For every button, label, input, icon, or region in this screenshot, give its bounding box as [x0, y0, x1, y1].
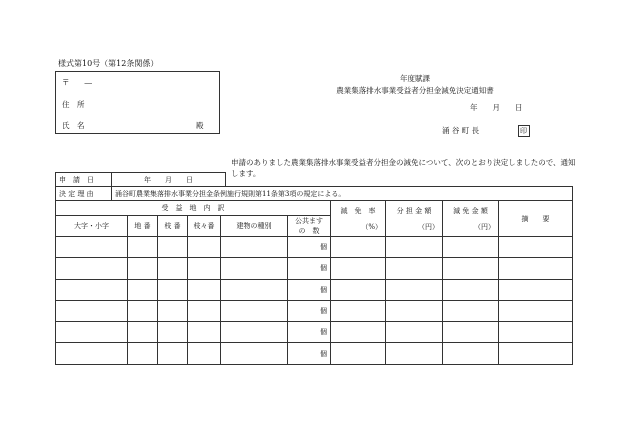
header-edaedaban: 枝々番 — [188, 216, 221, 237]
table-cell — [158, 237, 188, 258]
header-building: 建物の種別 — [221, 216, 288, 237]
header-chiban: 地 番 — [128, 216, 158, 237]
table-cell — [128, 300, 158, 321]
table-cell — [56, 258, 128, 279]
table-row — [56, 237, 573, 258]
table-cell — [221, 279, 288, 300]
table-cell — [443, 258, 499, 279]
table-cell — [386, 279, 443, 300]
table-cell — [158, 279, 188, 300]
table-cell — [386, 343, 443, 364]
unit-cell: 個 — [288, 343, 331, 364]
unit-cell: 個 — [288, 258, 331, 279]
table-cell — [443, 300, 499, 321]
honorific-label: 殿 — [196, 121, 204, 130]
header-public-sewer: 公共ます の 数 — [288, 216, 331, 237]
issue-date: 年 月 日 — [470, 103, 523, 112]
table-cell — [443, 343, 499, 364]
table-cell — [128, 258, 158, 279]
table-cell — [188, 300, 221, 321]
table-cell — [128, 322, 158, 343]
decision-reason-label: 決 定 理 由 — [56, 187, 112, 201]
table-cell — [188, 258, 221, 279]
empty-cell — [226, 173, 573, 187]
table-cell — [158, 258, 188, 279]
unit-cell: 個 — [288, 279, 331, 300]
fiscal-year-label: 年度賦課 — [400, 74, 430, 83]
unit-cell: 個 — [288, 300, 331, 321]
header-reduction-amount: 減 免 金 額 （円） — [443, 201, 499, 237]
application-info-table — [55, 172, 573, 201]
table-cell — [188, 343, 221, 364]
header-remarks: 摘 要 — [499, 201, 573, 237]
table-cell — [386, 237, 443, 258]
header-edaban: 枝 番 — [158, 216, 188, 237]
seal-mark: 印 — [518, 125, 530, 137]
unit-cell: 個 — [288, 237, 331, 258]
decision-reason-text: 涌谷町農業集落排水事業分担金条例施行規則第11条第3項の規定による。 — [112, 187, 573, 201]
table-cell — [499, 258, 573, 279]
recipient-address-box — [55, 71, 220, 134]
table-cell — [221, 237, 288, 258]
group-header: 受 益 地 内 訳 — [56, 201, 331, 216]
header-reduction-rate: 減 免 率 （%） — [331, 201, 386, 237]
table-cell — [56, 279, 128, 300]
table-cell — [56, 322, 128, 343]
table-cell — [386, 300, 443, 321]
table-cell — [56, 237, 128, 258]
table-cell — [499, 322, 573, 343]
table-cell — [499, 300, 573, 321]
table-cell — [331, 258, 386, 279]
table-cell — [56, 343, 128, 364]
table-cell — [443, 322, 499, 343]
table-row — [56, 258, 573, 279]
table-cell — [331, 322, 386, 343]
table-cell — [331, 237, 386, 258]
table-cell — [56, 300, 128, 321]
table-body — [56, 237, 573, 365]
table-cell — [221, 258, 288, 279]
table-cell — [221, 322, 288, 343]
table-cell — [158, 300, 188, 321]
table-cell — [128, 237, 158, 258]
document-heading — [300, 75, 530, 94]
mayor-title: 涌 谷 町 長 — [442, 126, 480, 135]
table-row — [56, 279, 573, 300]
header-share-amount: 分 担 金 額 （円） — [386, 201, 443, 237]
table-cell — [188, 322, 221, 343]
table-cell — [221, 300, 288, 321]
notice-text: 申請のありました農業集落排水事業受益者分担金の減免について、次のとおり決定しましたので、通知します。 — [231, 158, 576, 178]
table-cell — [331, 300, 386, 321]
table-cell — [386, 322, 443, 343]
table-cell — [443, 279, 499, 300]
table-cell — [386, 258, 443, 279]
table-cell — [443, 237, 499, 258]
table-cell — [499, 237, 573, 258]
name-label: 氏 名 — [62, 121, 85, 130]
table-cell — [331, 343, 386, 364]
header-oaza: 大字・小字 — [56, 216, 128, 237]
address-label: 住 所 — [62, 100, 85, 109]
issuer-line — [442, 125, 562, 137]
table-row — [56, 300, 573, 321]
beneficiary-land-table — [55, 200, 573, 365]
table-cell — [499, 279, 573, 300]
application-date-value: 年 月 日 — [112, 173, 226, 187]
unit-cell: 個 — [288, 322, 331, 343]
table-cell — [158, 322, 188, 343]
table-cell — [188, 237, 221, 258]
table-cell — [499, 343, 573, 364]
application-date-label: 申 請 日 — [56, 173, 112, 187]
table-row — [56, 343, 573, 364]
table-cell — [221, 343, 288, 364]
document-title: 農業集落排水事業受益者分担金減免決定通知書 — [336, 85, 494, 95]
table-cell — [188, 279, 221, 300]
postal-code-label: 〒 ― — [62, 78, 92, 87]
table-row — [56, 322, 573, 343]
form-number: 様式第10号（第12条関係） — [58, 59, 159, 68]
table-cell — [331, 279, 386, 300]
table-cell — [158, 343, 188, 364]
table-cell — [128, 279, 158, 300]
table-cell — [128, 343, 158, 364]
